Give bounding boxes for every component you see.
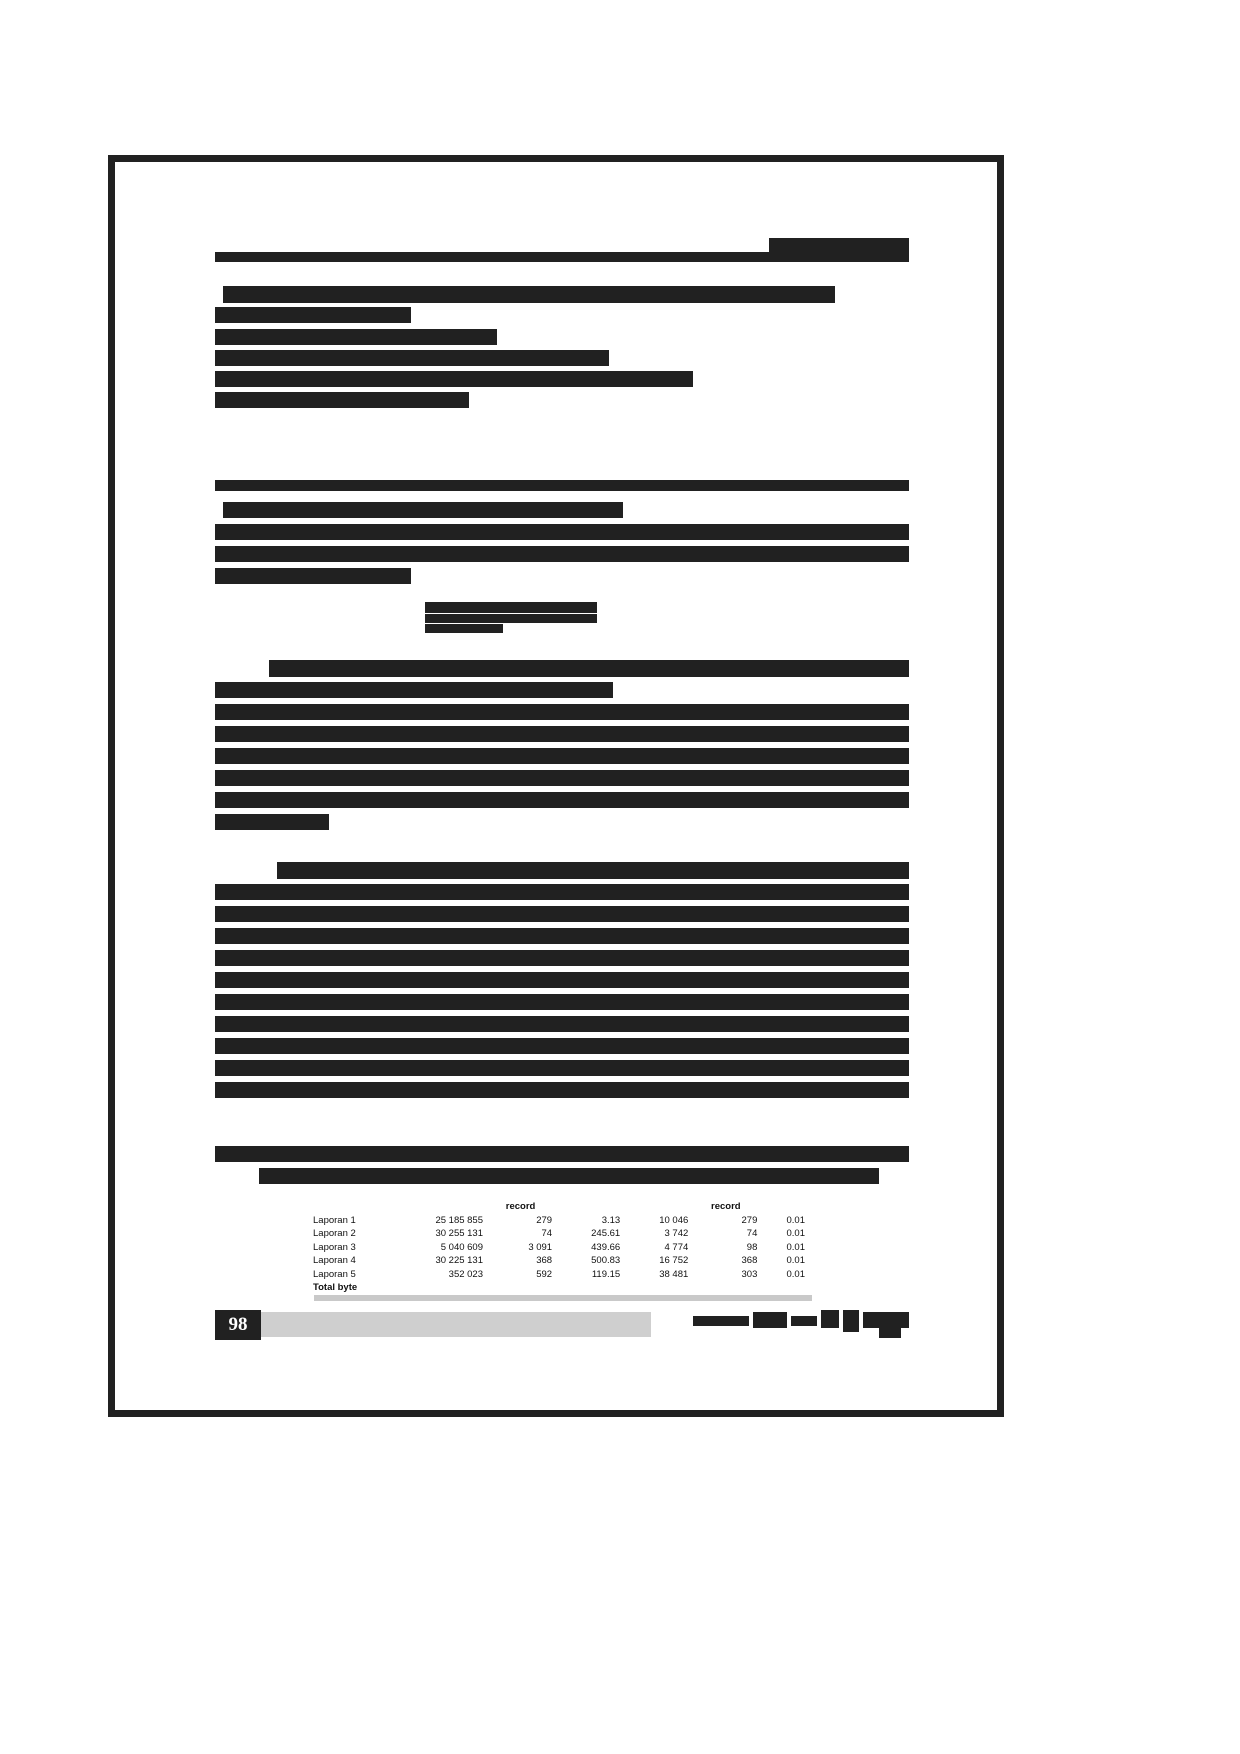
cell-byte-2: 4 774 — [664, 1241, 689, 1253]
page-content — [115, 162, 997, 1410]
table-row — [310, 1227, 808, 1241]
cell-byte-1: 25 185 855 — [435, 1214, 483, 1226]
total-record-2 — [691, 1281, 760, 1295]
total-label: Total byte — [313, 1282, 358, 1293]
section-heading-redaction — [425, 602, 597, 632]
page-frame — [108, 155, 1004, 1417]
footer-running-text-redaction — [693, 1310, 909, 1340]
paragraph-block-3 — [215, 660, 909, 840]
cell-record-1: 279 — [536, 1214, 553, 1226]
cell-time-2: 0.01 — [786, 1241, 805, 1253]
row-label: Laporan 5 — [313, 1268, 356, 1280]
cell-time-2: 0.01 — [786, 1214, 805, 1226]
cell-byte-1: 352 023 — [448, 1268, 483, 1280]
table-total-row — [310, 1281, 808, 1295]
cell-record-2: 303 — [741, 1268, 758, 1280]
page-footer — [215, 1310, 909, 1340]
cell-time-1: 119.15 — [591, 1268, 621, 1280]
cell-time-1: 245.61 — [591, 1228, 621, 1239]
cell-byte-2: 3 742 — [664, 1228, 689, 1239]
cell-time-2: 0.01 — [786, 1268, 805, 1280]
cell-record-1: 74 — [541, 1228, 553, 1239]
header-rule — [215, 252, 909, 262]
report-table — [310, 1200, 808, 1295]
cell-time-1: 3.13 — [601, 1214, 621, 1226]
cell-record-1: 592 — [536, 1268, 553, 1280]
footer-bar — [261, 1312, 651, 1337]
header-cell-label — [310, 1200, 382, 1214]
header-cell-time-2 — [760, 1200, 808, 1214]
cell-time-1: 500.83 — [591, 1255, 621, 1266]
cell-byte-1: 5 040 609 — [440, 1241, 483, 1253]
header-cell-byte-1 — [382, 1200, 486, 1214]
page-number: 98 — [215, 1310, 261, 1340]
cell-record-2: 74 — [746, 1228, 758, 1239]
row-label: Laporan 1 — [313, 1214, 356, 1226]
table-body — [310, 1214, 808, 1295]
table-drop-shadow — [314, 1295, 812, 1301]
paragraph-block-4 — [215, 862, 909, 1122]
table-header-row — [310, 1200, 808, 1214]
paragraph-block-2 — [215, 502, 909, 594]
header-cell-record-2: record — [711, 1201, 741, 1212]
table-row — [310, 1254, 808, 1268]
cell-byte-2: 38 481 — [659, 1268, 689, 1280]
cell-record-2: 368 — [741, 1255, 758, 1266]
cell-byte-1: 30 255 131 — [435, 1228, 483, 1239]
cell-record-1: 3 091 — [528, 1241, 553, 1253]
header-cell-time-1 — [555, 1200, 623, 1214]
cell-byte-2: 16 752 — [659, 1255, 689, 1266]
total-time-1 — [555, 1281, 623, 1295]
row-label: Laporan 2 — [313, 1228, 356, 1239]
total-byte-2 — [623, 1281, 691, 1295]
paragraph-block-1 — [215, 286, 909, 416]
row-label: Laporan 4 — [313, 1255, 356, 1266]
cell-byte-2: 10 046 — [659, 1214, 689, 1226]
cell-byte-1: 30 225 131 — [435, 1255, 483, 1266]
header-cell-byte-2 — [623, 1200, 691, 1214]
table-caption-redaction — [215, 1146, 909, 1188]
report-table-wrapper — [310, 1200, 808, 1295]
total-time-2 — [760, 1281, 808, 1295]
header-cell-record-1: record — [505, 1201, 536, 1212]
cell-time-2: 0.01 — [786, 1255, 805, 1266]
cell-record-2: 279 — [741, 1214, 758, 1226]
table-row — [310, 1214, 808, 1228]
cell-record-2: 98 — [746, 1241, 758, 1253]
table-row — [310, 1241, 808, 1255]
total-byte-1 — [382, 1281, 486, 1295]
cell-time-2: 0.01 — [786, 1228, 805, 1239]
table-row — [310, 1268, 808, 1282]
total-record-1 — [486, 1281, 555, 1295]
row-label: Laporan 3 — [313, 1241, 356, 1253]
cell-record-1: 368 — [536, 1255, 553, 1266]
cell-time-1: 439.66 — [591, 1241, 621, 1253]
section-rule — [215, 480, 909, 491]
